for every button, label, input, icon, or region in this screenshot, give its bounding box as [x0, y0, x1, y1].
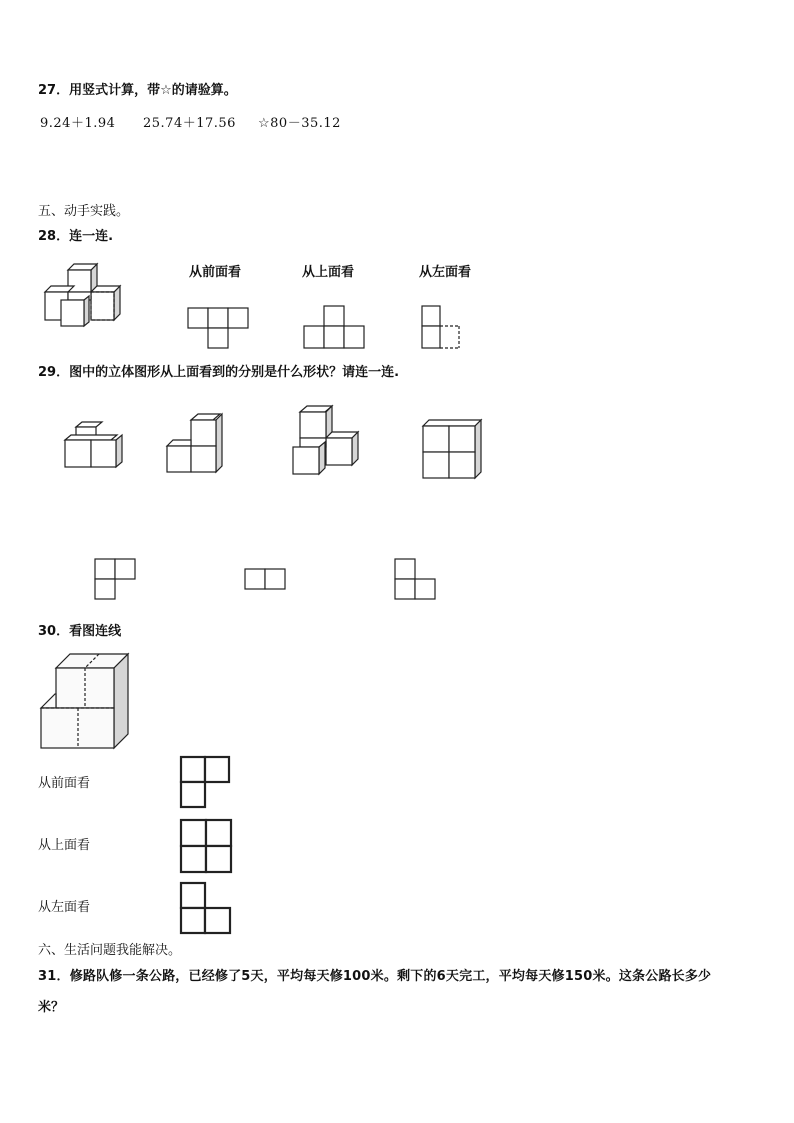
q30-solid-figure	[38, 650, 132, 750]
q27-expr-1: 9.24＋1.94	[40, 116, 116, 131]
q27-title: 27．用竖式计算，带☆的请验算。	[38, 83, 237, 98]
q29-solid-2[interactable]	[164, 410, 230, 476]
q29-top-view-l[interactable]	[92, 556, 138, 602]
q30-view-shape-1[interactable]	[178, 754, 232, 810]
q28-view-label-top: 从上面看	[302, 265, 355, 280]
q29-solid-1[interactable]	[62, 420, 128, 472]
q28-view-shape-bump[interactable]	[302, 300, 368, 350]
q30-view-label-top: 从上面看	[38, 838, 91, 853]
section-5-title: 五、动手实践。	[38, 204, 130, 219]
q31-text-line-1: 31．修路队修一条公路，已经修了5天，平均每天修100米。剩下的6天完工，平均每天修150米。这条公路长多少	[38, 969, 712, 984]
q29-top-view-corner[interactable]	[392, 556, 438, 602]
q28-view-shape-t[interactable]	[186, 300, 252, 350]
q29-title: 29．图中的立体图形从上面看到的分别是什么形状？请连一连.	[38, 365, 400, 380]
q28-view-label-left: 从左面看	[419, 265, 472, 280]
q27-expr-2: 25.74＋17.56	[143, 116, 236, 131]
q30-view-shape-2[interactable]	[178, 817, 234, 875]
q27-expr-3: ☆80－35.12	[258, 116, 341, 131]
q29-solid-4[interactable]	[420, 418, 486, 482]
q30-title: 30．看图连线	[38, 624, 122, 639]
q30-view-label-front: 从前面看	[38, 776, 91, 791]
section-6-title: 六、生活问题我能解决。	[38, 943, 182, 958]
q28-solid-figure	[40, 262, 126, 332]
q28-view-shape-stack[interactable]	[419, 300, 465, 350]
q29-solid-3[interactable]	[290, 404, 366, 478]
q29-top-view-bar[interactable]	[242, 566, 288, 592]
q31-text-line-2: 米？	[38, 1000, 65, 1015]
q28-title: 28．连一连.	[38, 229, 114, 244]
q30-view-shape-3[interactable]	[178, 880, 234, 936]
q30-view-label-left: 从左面看	[38, 900, 91, 915]
q28-view-label-front: 从前面看	[189, 265, 242, 280]
